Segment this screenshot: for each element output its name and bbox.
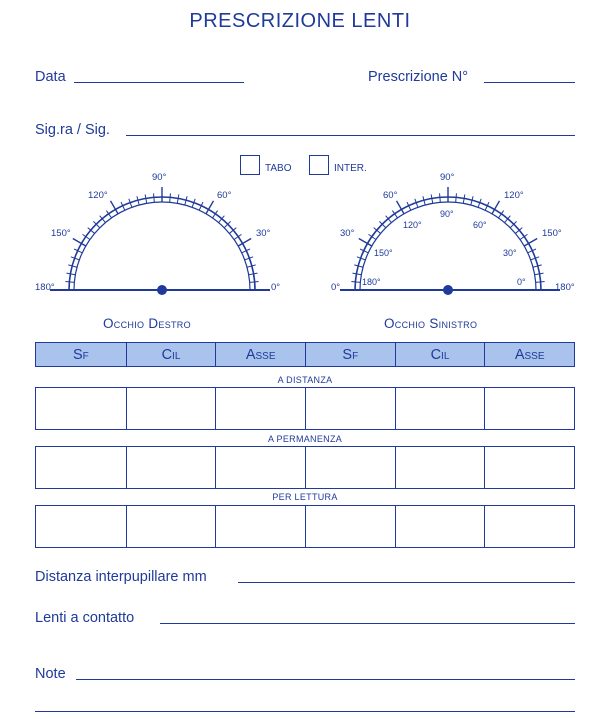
cell-permanenza-sf-right[interactable] — [36, 447, 126, 488]
pl-outer-120: 120° — [504, 190, 524, 201]
note-field-line-2[interactable] — [35, 711, 575, 712]
pl-inner-180: 180° — [362, 277, 381, 287]
pr-label-120: 120° — [88, 190, 108, 201]
header-sf-left: Sf — [305, 343, 395, 366]
tabo-label: TABO — [265, 163, 292, 174]
cell-lettura-asse-right[interactable] — [215, 506, 305, 547]
pl-inner-90: 90° — [440, 209, 454, 219]
header-cil-left: Cil — [395, 343, 485, 366]
pl-outer-30: 30° — [340, 228, 355, 239]
pl-outer-0: 0° — [331, 282, 341, 293]
pl-outer-150: 150° — [542, 228, 562, 239]
section-lettura-label: PER LETTURA — [272, 492, 338, 502]
protractor-left-tick-175 — [351, 282, 360, 283]
pl-outer-180: 180° — [555, 282, 575, 293]
cell-distanza-sf-right[interactable] — [36, 388, 126, 429]
distanza-label: Distanza interpupillare mm — [35, 569, 207, 585]
cell-lettura-cil-right[interactable] — [126, 506, 216, 547]
pl-outer-60: 60° — [383, 190, 398, 201]
cell-permanenza-sf-left[interactable] — [305, 447, 395, 488]
prescrizione-label: Prescrizione N° — [368, 69, 469, 85]
cell-permanenza-asse-left[interactable] — [484, 447, 574, 488]
cell-lettura-sf-right[interactable] — [36, 506, 126, 547]
lenti-label: Lenti a contatto — [35, 610, 135, 626]
cell-permanenza-cil-right[interactable] — [126, 447, 216, 488]
pr-label-30: 30° — [256, 228, 271, 239]
pl-inner-0: 0° — [517, 277, 526, 287]
header-asse-right: Asse — [215, 343, 305, 366]
pr-label-0: 0° — [271, 282, 281, 293]
pl-inner-150: 150° — [374, 248, 393, 258]
row-permanenza — [35, 446, 575, 489]
note-field-line-1[interactable] — [76, 679, 575, 680]
row-distanza — [35, 387, 575, 430]
cell-distanza-sf-left[interactable] — [305, 388, 395, 429]
protractor-left-tick-5 — [536, 282, 545, 283]
header-sf-right: Sf — [72, 346, 89, 363]
pr-label-60: 60° — [217, 190, 232, 201]
cell-distanza-cil-left[interactable] — [395, 388, 485, 429]
cell-permanenza-asse-right[interactable] — [215, 447, 305, 488]
cell-lettura-asse-left[interactable] — [484, 506, 574, 547]
header-cil-right: Cil — [126, 343, 216, 366]
note-label: Note — [35, 666, 66, 682]
pl-inner-30: 30° — [503, 248, 517, 258]
section-distanza-label: A DISTANZA — [277, 375, 333, 385]
pr-label-90: 90° — [152, 172, 167, 183]
header-asse-left: Asse — [484, 343, 574, 366]
cell-distanza-asse-left[interactable] — [484, 388, 574, 429]
signora-label: Sig.ra / Sig. — [35, 122, 110, 138]
distanza-field[interactable] — [238, 582, 575, 583]
protractor-left-tick-85 — [456, 193, 457, 202]
table-header — [35, 342, 575, 367]
eye-left-label: Occhio Sinistro — [384, 316, 478, 331]
cell-permanenza-cil-left[interactable] — [395, 447, 485, 488]
protractor-left-ticks — [345, 187, 551, 290]
inter-label: INTER. — [334, 163, 367, 174]
protractor-left-center — [443, 285, 453, 295]
data-label: Data — [35, 69, 66, 85]
cell-distanza-cil-right[interactable] — [126, 388, 216, 429]
cell-lettura-sf-left[interactable] — [305, 506, 395, 547]
lenti-field[interactable] — [160, 623, 575, 624]
cell-lettura-cil-left[interactable] — [395, 506, 485, 547]
section-permanenza-label: A PERMANENZA — [267, 434, 343, 444]
row-lettura — [35, 505, 575, 548]
protractor-left-tick-95 — [440, 193, 441, 202]
eye-right-label: Occhio Destro — [103, 316, 191, 331]
cell-distanza-asse-right[interactable] — [215, 388, 305, 429]
page-title: PRESCRIZIONE LENTI — [189, 10, 411, 32]
pr-label-180: 180° — [35, 282, 55, 293]
pl-outer-90: 90° — [440, 172, 455, 183]
pr-label-150: 150° — [51, 228, 71, 239]
pl-inner-120: 120° — [403, 220, 422, 230]
pl-inner-60: 60° — [473, 220, 487, 230]
